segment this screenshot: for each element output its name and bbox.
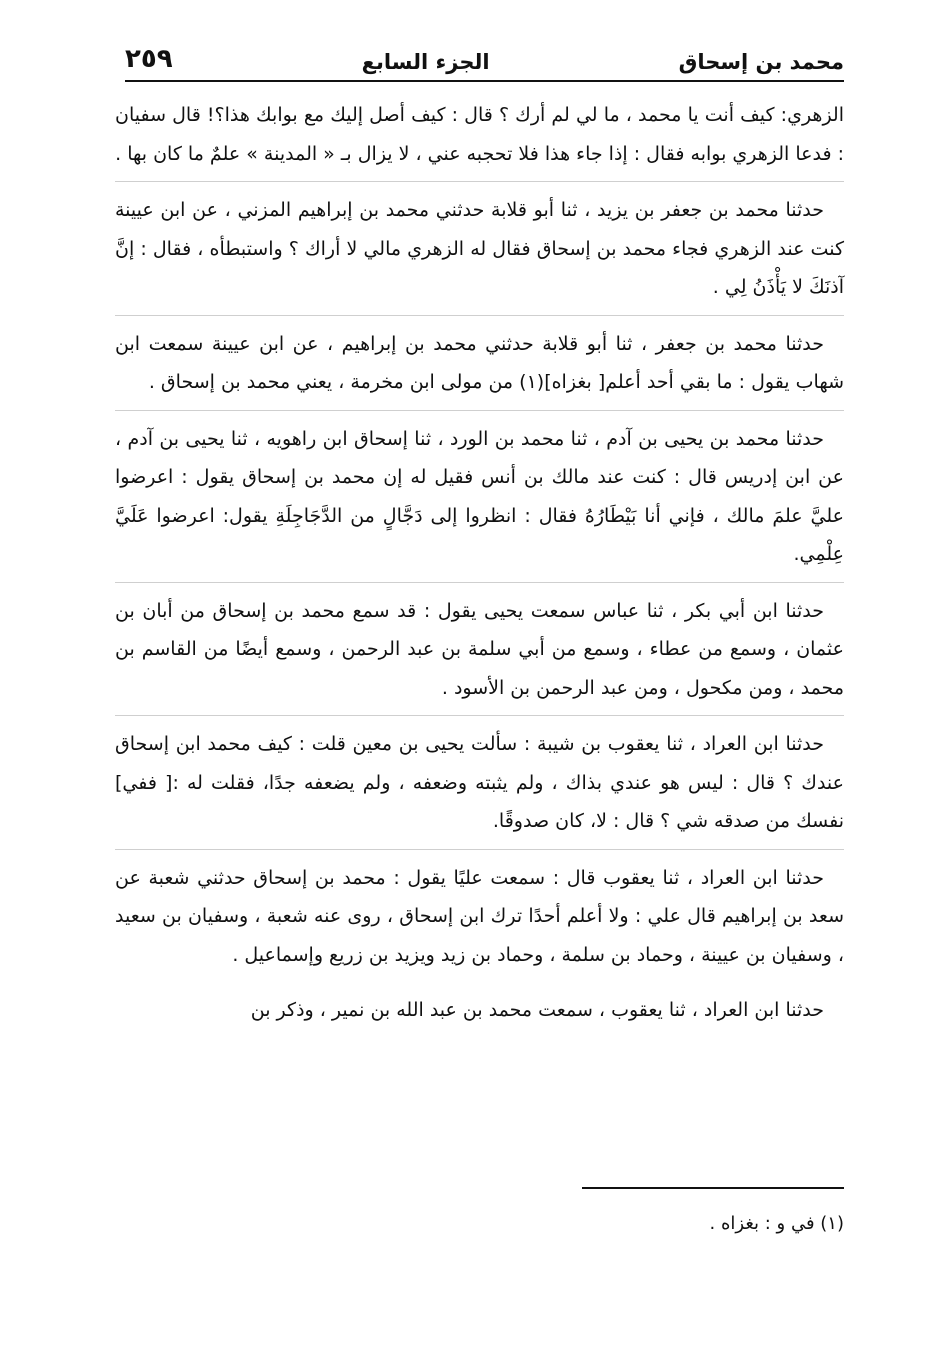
paragraph: حدثنا ابن العراد ، ثنا يعقوب ، سمعت محمد بن عبد الله بن نمير ، وذكر بن	[250, 999, 824, 1021]
running-volume: الجزء السابع	[361, 50, 490, 74]
page-number: ٢٥٩	[125, 44, 173, 74]
paragraph: الزهري: كيف أنت يا محمد ، ما لي لم أرك ؟ قال : كيف أصل إليك مع بوابك هذا؟! قال سفيان : فدعا الزهري بوابه فقال : إذا جاء هذا فلا تحجبه عني ، لا يزال بـ « المدينة » علمٌ ما كان بها .	[115, 96, 844, 182]
paragraph: حدثنا ابن أبي بكر ، ثنا عباس سمعت يحيى يقول : قد سمع محمد بن إسحاق من أبان بن عثمان ، وسمع من عطاء ، وسمع من أبي سلمة بن عبد الرحمن ، وسمع أيضًا من القاسم بن محمد ، ومن مكحول ، ومن عبد الرحمن بن الأسود .	[115, 592, 844, 717]
footnote: (١) في و : بغزاه .	[709, 1213, 844, 1234]
paragraph: حدثنا محمد بن جعفر ، ثنا أبو قلابة حدثني محمد بن إبراهيم ، عن ابن عيينة سمعت ابن شهاب يقول : ما بقي أحد أعلم[ بغزاه](١) من مولى ابن مخرمة ، يعني محمد بن إسحاق .	[115, 325, 844, 411]
running-author: محمد بن إسحاق	[678, 50, 844, 74]
paragraph: حدثنا محمد بن جعفر بن يزيد ، ثنا أبو قلابة حدثني محمد بن إبراهيم المزني ، عن ابن عيينة كنت عند الزهري فجاء محمد بن إسحاق فقال له الزهري مالي لا أراك ؟ واستبطأه ، فقال : إنَّ آذنَكَ لا يَأْذَنُ لِي .	[115, 191, 844, 316]
paragraph: حدثنا ابن العراد ، ثنا يعقوب قال : سمعت عليًا يقول : محمد بن إسحاق حدثني شعبة عن سعد بن إبراهيم قال علي : ولا أعلم أحدًا ترك ابن إسحاق ، روى عنه شعبة ، وسفيان بن سعيد ، وسفيان بن عيينة ، وحماد بن سلمة ، وحماد بن زيد ويزيد بن زريع وإسماعيل .	[115, 866, 844, 966]
main-text	[115, 96, 844, 1047]
footnote-rule	[582, 1187, 844, 1189]
paragraph: حدثنا محمد بن يحيى بن آدم ، ثنا محمد بن الورد ، ثنا إسحاق ابن راهويه ، ثنا يحيى بن آدم ، عن ابن إدريس قال : كنت عند مالك بن أنس فقيل له إن محمد بن إسحاق يقول : اعرضوا عليَّ علمَ مالك ، فإني أنا بَيْطَارُهُ فقال : انظروا إلى دَجَّالٍ من الدَّجَاجِلَةِ يقول: اعرضوا عَلَيَّ عِلْمِي.	[115, 420, 844, 583]
paragraph: حدثنا ابن العراد ، ثنا يعقوب بن شيبة : سألت يحيى بن معين قلت : كيف محمد ابن إسحاق عندك ؟ قال : ليس هو عندي بذاك ، ولم يثبته وضعفه ، ولم يضعفه جدًا، فقلت له :[ ففي] نفسك من صدقه شي ؟ قال : لا، كان صدوقًا.	[115, 725, 844, 850]
running-header	[125, 30, 844, 74]
header-rule	[125, 80, 844, 82]
